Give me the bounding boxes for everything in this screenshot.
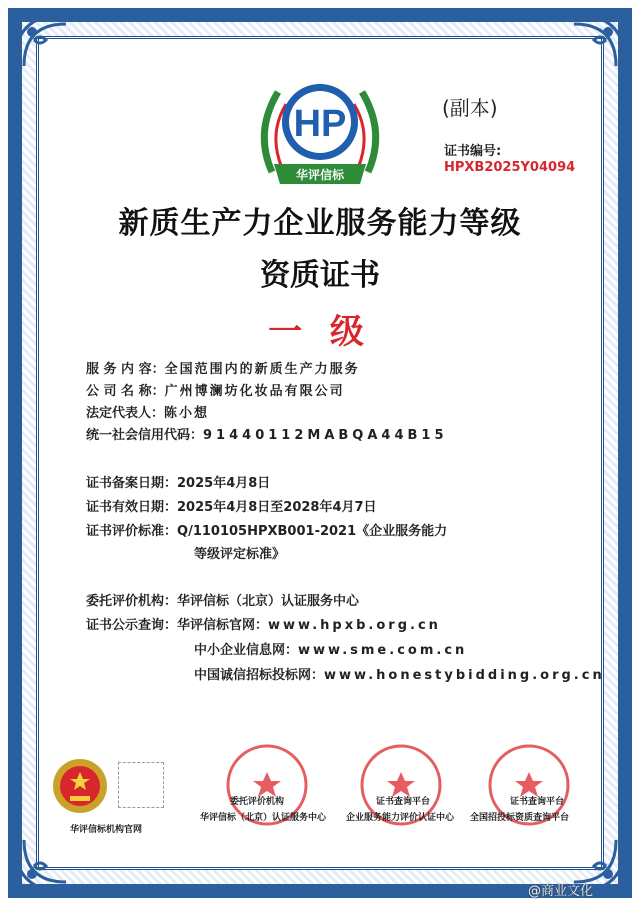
query-label: 证书公示查询： <box>86 618 178 633</box>
standard-label: 证书评价标准： <box>86 524 178 539</box>
seal1-caption-bottom: 华评信标（北京）认证服务中心 <box>200 813 327 823</box>
logo-ribbon-text: 华评信标 <box>295 168 345 182</box>
site2-link[interactable]: www.sme.com.cn <box>298 643 468 658</box>
agency-row <box>86 590 359 609</box>
watermark: @商业文化 <box>528 884 594 899</box>
agency-label: 委托评价机构： <box>86 594 178 609</box>
validity-value: 2025年4月8日至2028年4月7日 <box>177 500 377 515</box>
service-value: 全国范围内的新质生产力服务 <box>164 362 360 377</box>
ornament-corner-icon <box>10 836 70 896</box>
standard-value: Q/110105HPXB001-2021《企业服务能力 <box>177 524 448 539</box>
certificate-number: HPXB2025Y04094 <box>444 160 576 175</box>
filing-date-label: 证书备案日期： <box>86 476 178 491</box>
standard-row <box>86 520 447 539</box>
standard-value-continued: 等级评定标准》 <box>194 547 286 562</box>
representative-label: 法定代表人： <box>86 406 165 421</box>
filing-date-row <box>86 472 270 491</box>
huaping-xinbiao-logo <box>252 72 388 196</box>
site1-link[interactable]: www.hpxb.org.cn <box>268 618 441 633</box>
site3-row <box>194 664 605 683</box>
emblem-caption: 华评信标机构官网 <box>70 825 143 835</box>
seal3-caption-top: 证书查询平台 <box>510 797 565 807</box>
ornament-corner-icon <box>10 10 70 70</box>
site3-link[interactable]: www.honestybidding.org.cn <box>324 668 605 683</box>
site2-row <box>194 639 467 658</box>
copy-label: (副本) <box>442 96 498 120</box>
certificate-title: 新质生产力企业服务能力等级 <box>118 206 522 241</box>
credit-code-value: 91440112MABQA44B15 <box>203 428 448 443</box>
credit-code-label: 统一社会信用代码： <box>86 428 204 443</box>
site3-label: 中国诚信招标投标网： <box>194 668 325 683</box>
svg-text:HP: HP <box>293 103 347 145</box>
filing-date-value: 2025年4月8日 <box>177 476 271 491</box>
site2-label: 中小企业信息网： <box>194 643 299 658</box>
representative-value: 陈小想 <box>164 406 210 421</box>
credit-code-row <box>86 424 448 443</box>
seal2-caption-bottom: 企业服务能力评价认证中心 <box>346 813 455 823</box>
qr-code[interactable] <box>118 762 164 808</box>
national-emblem-icon <box>50 756 110 816</box>
ornament-corner-icon <box>570 10 630 70</box>
site1-label: 华评信标官网： <box>177 618 269 633</box>
seal2-caption-top: 证书查询平台 <box>376 797 431 807</box>
certificate-subtitle: 资质证书 <box>260 258 380 293</box>
company-value: 广州博澜坊化妆品有限公司 <box>164 384 345 399</box>
service-label: 服 务 内 容： <box>86 362 165 377</box>
grade-level: 一 级 <box>268 312 372 352</box>
company-row <box>86 380 345 399</box>
seal3-caption-bottom: 全国招投标资质查询平台 <box>470 813 570 823</box>
validity-row <box>86 496 377 515</box>
representative-row <box>86 402 209 421</box>
service-row <box>86 358 360 377</box>
company-label: 公 司 名 称： <box>86 384 165 399</box>
agency-value: 华评信标（北京）认证服务中心 <box>177 594 360 609</box>
query-row <box>86 614 441 633</box>
validity-label: 证书有效日期： <box>86 500 178 515</box>
seal1-caption-top: 委托评价机构 <box>230 797 285 807</box>
certificate-number-label: 证书编号: <box>444 144 502 159</box>
